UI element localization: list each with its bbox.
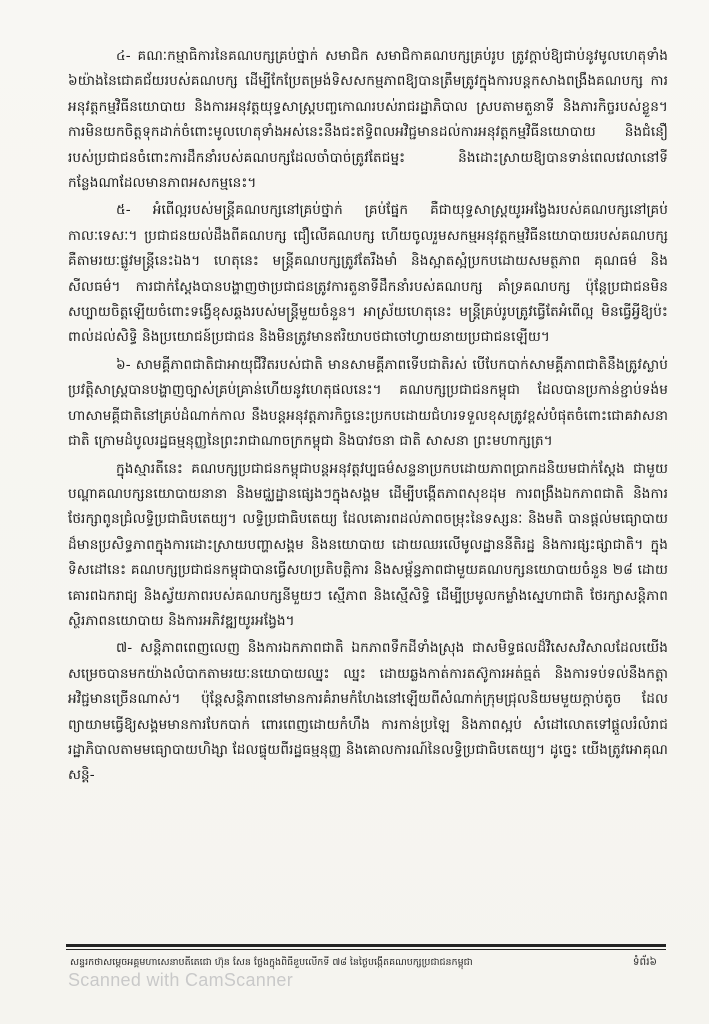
paragraph-6: ៦- សាមគ្គីភាពជាតិជាអាយុជីវិតរបស់ជាតិ មានសាមគ្គីភាពទើបជាតិរស់ បើបែកបាក់សាមគ្គីភាពជាតិនឹងត្រូវស្លាប់ ប្រវត្តិសាស្ត្របានបង្ហាញច្បាស់គ្រប់គ្រាន់ហើយនូវហេតុផលនេះ។ គណបក្សប្រជាជនកម្ពុជា ដែលបានប្រកាន់ខ្ជាប់ទង់មហាសាមគ្គីជាតិនៅគ្រប់ដំណាក់កាល នឹងបន្តអនុវត្តភារកិច្ចនេះប្រកបដោយជំហរទទួលខុសត្រូវខ្ពស់បំផុតចំពោះជោគវាសនាជាតិ ក្រោមដំបូលរដ្ឋធម្មនុញ្ញនៃព្រះរាជាណាចក្រកម្ពុជា និងបាវចនា ជាតិ សាសនា ព្រះមហាក្សត្រ។ (68, 356, 668, 450)
document-body (68, 44, 668, 791)
footer-divider-thick (66, 944, 666, 947)
paragraph-5: ៥- អំពើល្អរបស់មន្ត្រីគណបក្សនៅគ្រប់ថ្នាក់ គ្រប់ផ្នែក គឺជាយុទ្ធសាស្ត្រយូរអង្វែងរបស់គណបក្សនៅគ្រប់កាលៈទេសៈ។ ប្រជាជនយល់ដឹងពីគណបក្ស ជឿលើគណបក្ស ហើយចូលរួមសកម្មអនុវត្តកម្មវិធីនយោបាយរបស់គណបក្ស គឺតាមរយៈផ្លូវមន្ត្រីនេះឯង។ ហេតុនេះ មន្ត្រីគណបក្សត្រូវតែរឹងមាំ និងស្អាតស្អំប្រកបដោយសមត្ថភាព គុណធម៌ និងសីលធម៌។ ការជាក់ស្ដែងបានបង្ហាញថាប្រជាជនត្រូវការតួនាទីដឹកនាំរបស់គណបក្ស គាំទ្រគណបក្ស ប៉ុន្តែប្រជាជនមិនសប្បាយចិត្តឡើយចំពោះទង្វើខុសឆ្គងរបស់មន្ត្រីមួយចំនួន។ អាស្រ័យហេតុនេះ មន្ត្រីគ្រប់រូបត្រូវធ្វើតែអំពើល្អ មិនធ្វើអ្វីឱ្យប៉ះពាល់ដល់សិទ្ធិ និងប្រយោជន៍ប្រជាជន និងមិនត្រូវមានឥរិយាបថជាចៅហ្វាយនាយប្រជាជនឡើយ។ (68, 202, 668, 346)
paragraph-7: ៧- សន្តិភាពពេញលេញ និងការឯកភាពជាតិ ឯកភាពទឹកដីទាំងស្រុង ជាសមិទ្ធផលដ៏វិសេសវិសាលដែលយើងសម្រេចបានមកយ៉ាងលំបាកតាមរយៈនយោបាយឈ្នះ ឈ្នះ ដោយឆ្លងកាត់ការតស៊ូការអត់ធ្មត់ និងការទប់ទល់នឹងកត្តាអវិជ្ជមានច្រើនណាស់។ ប៉ុន្តែសន្តិភាពនៅមានការគំរាមកំហែងនៅឡើយពីសំណាក់ក្រុមជ្រុលនិយមមួយក្ដាប់តូច ដែលព្យាយាមធ្វើឱ្យសង្គមមានការបែកបាក់ ពោរពេញដោយកំហឹង ការកាន់ប្រឡៃ និងភាពស្អប់ សំដៅលោតទៅផ្ដួលរំលំរាជរដ្ឋាភិបាលតាមមធ្យោបាយហិង្សា ដែលផ្ទុយពីរដ្ឋធម្មនុញ្ញ និងគោលការណ៍នៃលទ្ធិប្រជាធិបតេយ្យ។ ដូច្នេះ យើងត្រូវអោគុណសន្តិ- (68, 640, 668, 784)
footer-title: សន្ទរកថាសម្ដេចអគ្គមហាសេនាបតីតេជោ ហ៊ុន សែន ថ្លែងក្នុងពិធីខួបលើកទី ៧៨ នៃថ្ងៃបង្កើតគណបក្សប្រជាជនកម្ពុជា (70, 957, 473, 968)
paragraph-4: ៤- គណៈកម្មាធិការនៃគណបក្សគ្រប់ថ្នាក់ សមាជិក សមាជិកាគណបក្សគ្រប់រូប ត្រូវក្ដាប់ឱ្យជាប់នូវមូលហេតុទាំង ៦យ៉ាងនៃជោគជ័យរបស់គណបក្ស ដើម្បីកែប្រែតម្រង់ទិសសកម្មភាពឱ្យបានត្រឹមត្រូវក្នុងការបន្តកសាងពង្រឹងគណបក្ស ការអនុវត្តកម្មវិធីនយោបាយ និងការអនុវត្តយុទ្ធសាស្ត្របញ្ចកោណរបស់រាជរដ្ឋាភិបាល ស្របតាមតួនាទី និងភារកិច្ចរបស់ខ្លួន។ ការមិនយកចិត្តទុកដាក់ចំពោះមូលហេតុទាំងអស់នេះនឹងជះឥទ្ធិពលអវិជ្ជមានដល់ការអនុវត្តកម្មវិធីនយោបាយ និងជំនឿរបស់ប្រជាជនចំពោះការដឹកនាំរបស់គណបក្សដែលចាំបាច់ត្រូវតែជម្នះ និងដោះស្រាយឱ្យបានទាន់ពេលវេលានៅទីកន្លែងណាដែលមានភាពអសកម្មនេះ។ (68, 48, 668, 192)
footer-divider-thin (66, 949, 666, 950)
paragraph-spirit: ក្នុងស្មារតីនេះ គណបក្សប្រជាជនកម្ពុជាបន្តអនុវត្តវប្បធម៌សន្ទនាប្រកបដោយភាពប្រាកដនិយមជាក់ស្ដែង ជាមួយបណ្ដាគណបក្សនយោបាយនានា និងមជ្ឈដ្ឋានផ្សេងៗក្នុងសង្គម ដើម្បីបង្កើតភាពសុខដុម ការពង្រឹងឯកភាពជាតិ និងការថែរក្សាពូនជ្រំលទ្ធិប្រជាធិបតេយ្យ។ លទ្ធិប្រជាធិបតេយ្យ ដែលគោរពដល់ភាពចម្រុះនៃទស្សនៈ និងមតិ បានផ្ដល់មធ្យោបាយដ៏មានប្រសិទ្ធភាពក្នុងការដោះស្រាយបញ្ហាសង្គម និងនយោបាយ ដោយឈរលើមូលដ្ឋាននីតិរដ្ឋ និងការផ្សះផ្សាជាតិ។ ក្នុងទិសដៅនេះ គណបក្សប្រជាជនកម្ពុជាបានធ្វើសហប្រតិបត្តិការ និងសម្ព័ន្ធភាពជាមួយគណបក្សនយោបាយចំនួន ២៨ ដោយគោរពឯករាជ្យ និងស្វ័យភាពរបស់គណបក្សនីមួយៗ ស្មើភាព និងស្មើសិទ្ធិ ដើម្បីប្រមូលកម្លាំងស្នេហាជាតិ ថែរក្សាសន្តិភាព ស្ថិរភាពនយោបាយ និងការអភិវឌ្ឍយូរអង្វែង។ (68, 460, 668, 629)
camscanner-watermark: Scanned with CamScanner (68, 970, 294, 990)
page-number: ទំព័រ៦ (632, 956, 657, 968)
